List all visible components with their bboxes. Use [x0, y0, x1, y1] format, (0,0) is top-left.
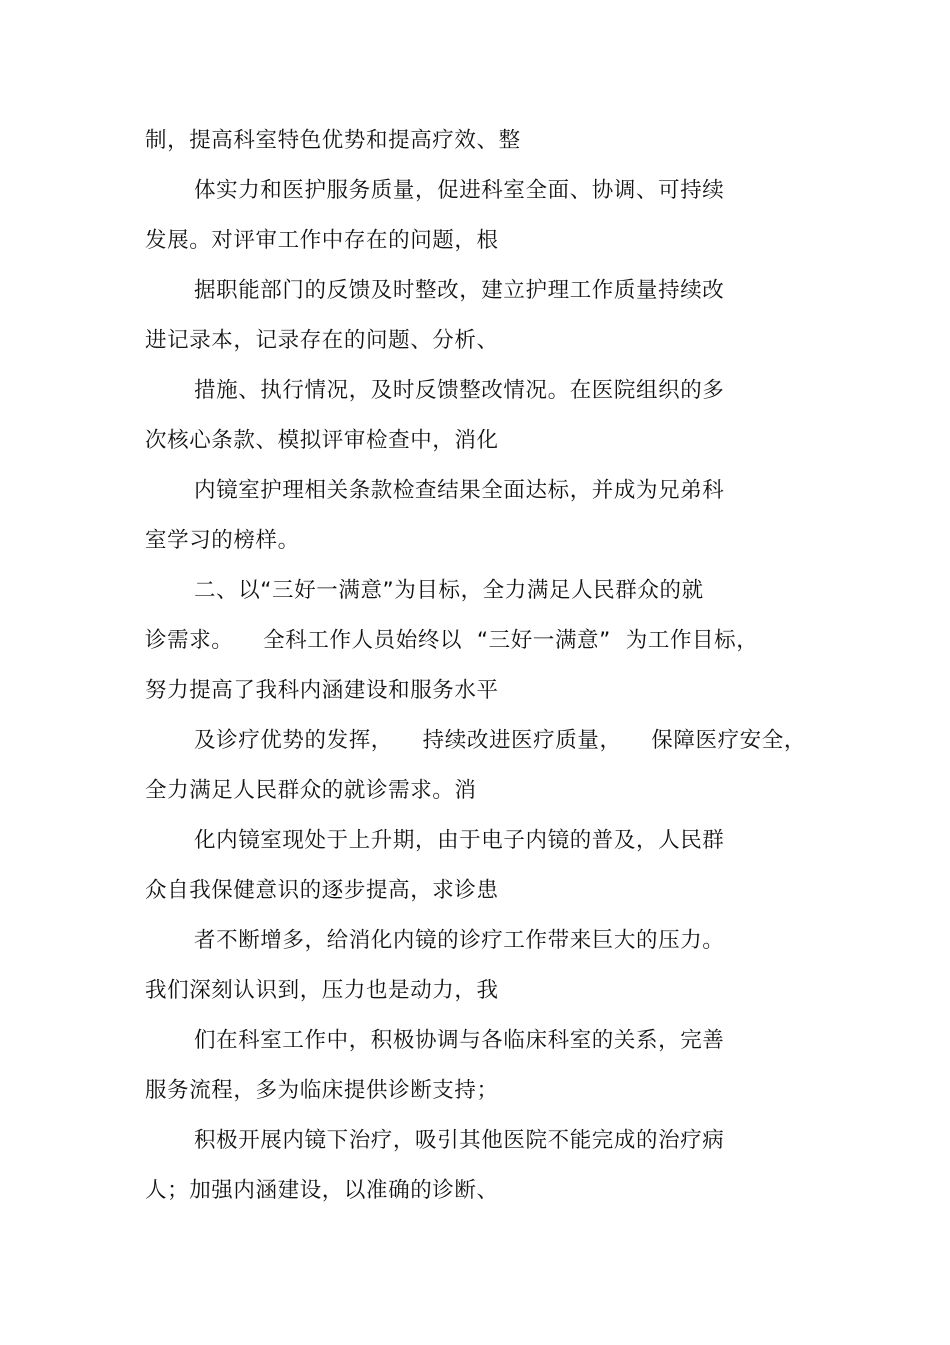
text-line: 措施、执行情况，及时反馈整改情况。在医院组织的多 [194, 378, 725, 403]
text-line: 们在科室工作中，积极协调与各临床科室的关系，完善 [194, 1028, 725, 1053]
text-line: 制，提高科室特色优势和提高疗效、整 [145, 128, 521, 153]
text-line: 积极开展内镜下治疗，吸引其他医院不能完成的治疗病 [194, 1128, 725, 1153]
text-line: 诊需求。 全科工作人员始终以 “三好一满意” 为工作目标， [145, 628, 759, 653]
text-line: 次核心条款、模拟评审检查中，消化 [145, 428, 499, 453]
section-heading-line: 二、以“三好一满意”为目标，全力满足人民群众的就 [194, 578, 704, 603]
text-line: 进记录本，记录存在的问题、分析、 [145, 328, 499, 353]
text-line: 全力满足人民群众的就诊需求。消 [145, 778, 477, 803]
text-line: 努力提高了我科内涵建设和服务水平 [145, 678, 499, 703]
text-line: 服务流程，多为临床提供诊断支持； [145, 1078, 499, 1103]
text-line: 发展。对评审工作中存在的问题，根 [145, 228, 499, 253]
text-line: 众自我保健意识的逐步提高，求诊患 [145, 878, 499, 903]
text-line: 我们深刻认识到，压力也是动力，我 [145, 978, 499, 1003]
text-line: 内镜室护理相关条款检查结果全面达标，并成为兄弟科 [194, 478, 725, 503]
text-line: 及诊疗优势的发挥， 持续改进医疗质量， 保障医疗安全， [194, 728, 806, 753]
text-line: 人；加强内涵建设，以准确的诊断、 [145, 1178, 499, 1203]
text-line: 据职能部门的反馈及时整改，建立护理工作质量持续改 [194, 278, 725, 303]
text-line: 室学习的榜样。 [145, 528, 300, 553]
text-line: 体实力和医护服务质量，促进科室全面、协调、可持续 [194, 178, 725, 203]
text-line: 化内镜室现处于上升期，由于电子内镜的普及，人民群 [194, 828, 725, 853]
text-line: 者不断增多，给消化内镜的诊疗工作带来巨大的压力。 [194, 928, 725, 953]
